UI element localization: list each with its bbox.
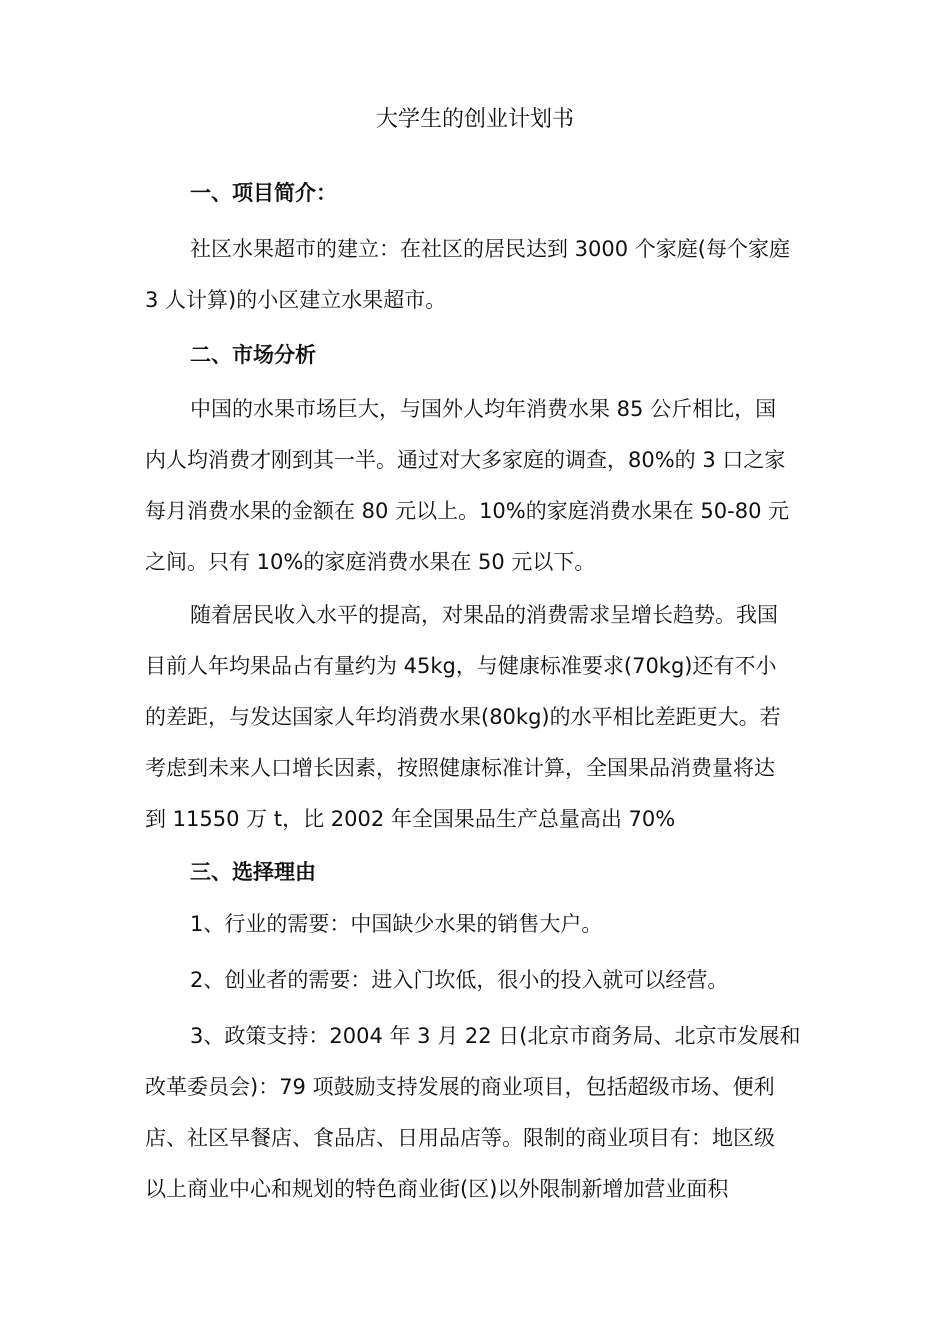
paragraph-line: 店、社区早餐店、食品店、日用品店等。限制的商业项目有：地区级 [145,1126,775,1150]
paragraph-line: 3 人计算)的小区建立水果超市。 [145,288,447,312]
section-heading-market: 二、市场分析 [190,343,316,367]
paragraph-line: 随着居民收入水平的提高，对果品的消费需求呈增长趋势。我国 [190,603,778,627]
paragraph-line: 改革委员会)：79 项鼓励支持发展的商业项目，包括超级市场、便利 [145,1075,775,1099]
paragraph-line: 之间。只有 10%的家庭消费水果在 50 元以下。 [145,550,596,574]
paragraph-line: 内人均消费才刚到其一半。通过对大多家庭的调查，80%的 3 口之家 [145,448,786,472]
paragraph-line: 目前人年均果品占有量约为 45kg，与健康标准要求(70kg)还有不小 [145,654,777,678]
document-title: 大学生的创业计划书 [375,107,574,132]
paragraph-line: 的差距，与发达国家人年均消费水果(80kg)的水平相比差距更大。若 [145,705,781,729]
paragraph-market-1 [145,384,815,588]
paragraph-line: 社区水果超市的建立：在社区的居民达到 3000 个家庭(每个家庭 [190,237,790,261]
paragraph-line: 每月消费水果的金额在 80 元以上。10%的家庭消费水果在 50-80 元 [145,499,790,523]
paragraph-line: 以上商业中心和规划的特色商业街(区)以外限制新增加营业面积 [145,1177,729,1201]
section-heading-reasons: 三、选择理由 [190,860,316,884]
paragraph-line: 2、创业者的需要：进入门坎低，很小的投入就可以经营。 [190,968,729,992]
paragraph-line: 考虑到未来人口增长因素，按照健康标准计算，全国果品消费量将达 [145,756,775,780]
paragraph-market-2 [145,590,815,845]
paragraph-reason-1 [145,899,815,950]
section-heading-intro: 一、项目简介： [190,181,337,205]
paragraph-line: 中国的水果市场巨大，与国外人均年消费水果 85 公斤相比，国 [190,397,777,421]
paragraph-line: 到 11550 万 t，比 2002 年全国果品生产总量高出 70% [145,807,676,831]
paragraph-intro [145,224,815,326]
paragraph-reason-3 [145,1011,815,1215]
paragraph-line: 1、行业的需要：中国缺少水果的销售大户。 [190,912,603,936]
paragraph-line: 3、政策支持：2004 年 3 月 22 日(北京市商务局、北京市发展和 [190,1024,801,1048]
paragraph-reason-2 [145,955,815,1006]
